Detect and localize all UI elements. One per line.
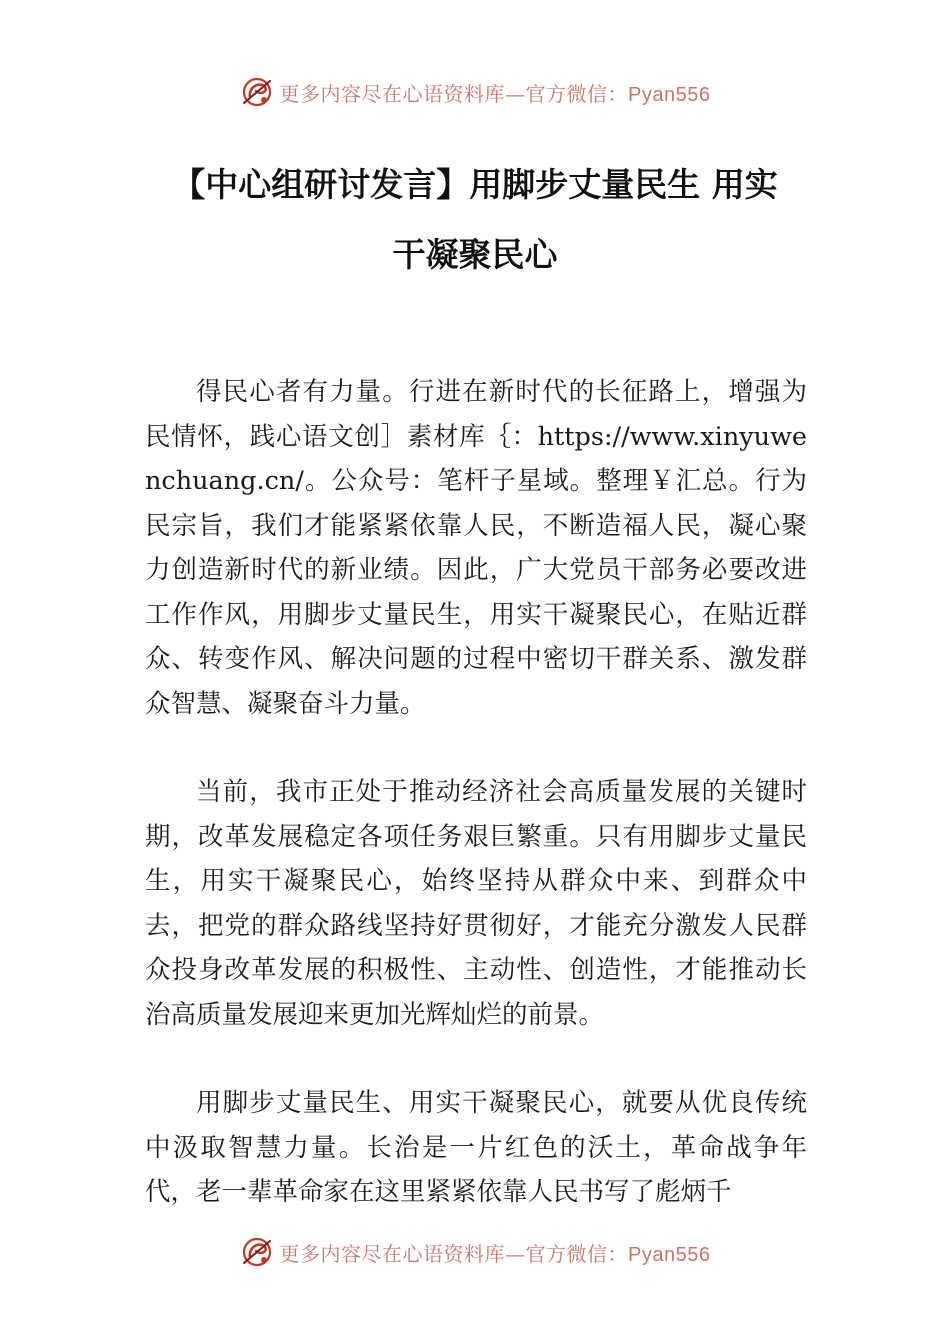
document-body — [145, 370, 807, 1259]
swirl-logo-icon — [240, 75, 274, 109]
watermark-wechat-id: Pyan556 — [628, 83, 711, 106]
document-title — [140, 150, 810, 290]
paragraph-3: 用脚步丈量民生、用实干凝聚民心，就要从优良传统中汲取智慧力量。长治是一片红色的沃土，革命战争年代，老一辈革命家在这里紧紧依靠人民书写了彪炳千 — [145, 1088, 807, 1207]
paragraph-1: 得民心者有力量。行进在新时代的长征路上，增强为民情怀，践心语文创］素材库｛：https://www.xinyuwenchuang.cn/。公众号：笔杆子星域。整理￥汇总。行为民宗旨，我们才能紧紧依靠人民，不断造福人民，凝心聚力创造新时代的新业绩。因此，广大党员干部务必要改进工作作风，用脚步丈量民生，用实干凝聚民心，在贴近群众、转变作风、解决问题的过程中密切干群关系、激发群众智慧、凝聚奋斗力量。 — [145, 377, 807, 719]
swirl-logo-icon — [240, 1235, 274, 1269]
watermark-text: 更多内容尽在心语资料库—官方微信：Pyan556 — [279, 81, 711, 106]
header-watermark — [0, 72, 950, 112]
title-line-2: 干凝聚民心 — [392, 235, 558, 274]
footer-watermark — [0, 1232, 950, 1272]
watermark-wechat-id: Pyan556 — [628, 1243, 711, 1266]
paragraph-2: 当前，我市正处于推动经济社会高质量发展的关键时期，改革发展稳定各项任务艰巨繁重。只有用脚步丈量民生，用实干凝聚民心，始终坚持从群众中来、到群众中去，把党的群众路线坚持好贯彻好，才能充分激发人民群众投身改革发展的积极性、主动性、创造性，才能推动长治高质量发展迎来更加光辉灿烂的前景。 — [145, 777, 807, 1030]
watermark-text: 更多内容尽在心语资料库—官方微信：Pyan556 — [279, 1241, 711, 1266]
title-line-1: 【中心组研讨发言】用脚步丈量民生 用实 — [172, 165, 778, 204]
